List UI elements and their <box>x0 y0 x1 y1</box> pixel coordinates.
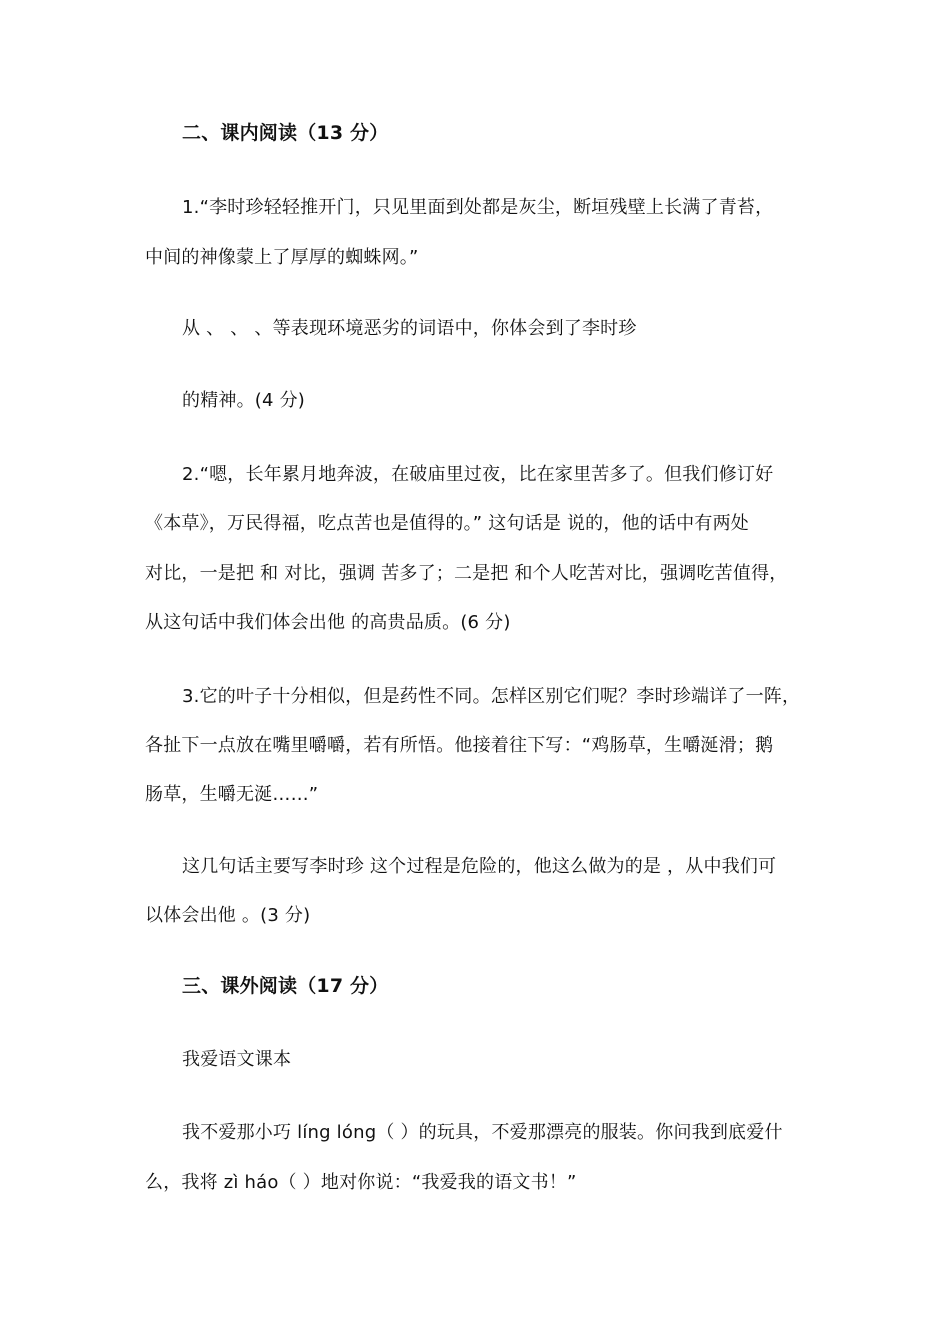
section-2-heading: 二、课内阅读（13 分） <box>182 122 389 144</box>
q2-line-2: 《本草》，万民得福，吃点苦也是值得的。” 这句话是 说的，他的话中有两处 <box>145 513 749 534</box>
q3-line-4: 这几句话主要写李时珍 这个过程是危险的，他这么做为的是 ，从中我们可 <box>182 856 777 877</box>
q1-line-4: 的精神。(4 分) <box>182 390 306 411</box>
q2-line-4: 从这句话中我们体会出他 的高贵品质。(6 分) <box>145 612 511 633</box>
q3-line-2: 各扯下一点放在嘴里嚼嚼，若有所悟。他接着往下写：“鸡肠草，生嚼涎滑；鹅 <box>145 735 774 756</box>
q3-line-1: 3.它的叶子十分相似，但是药性不同。怎样区别它们呢？李时珍端详了一阵， <box>182 686 801 707</box>
q3-line-3: 肠草，生嚼无涎……” <box>145 784 319 805</box>
passage-line-2: 么，我将 zì háo（ ）地对你说：“我爱我的语文书！” <box>145 1172 577 1193</box>
q2-line-3: 对比，一是把 和 对比，强调 苦多了；二是把 和个人吃苦对比，强调吃苦值得， <box>145 563 788 584</box>
q3-line-5: 以体会出他 。(3 分) <box>145 905 311 926</box>
passage-line-1: 我不爱那小巧 líng lóng（ ）的玩具，不爱那漂亮的服装。你问我到底爱什 <box>182 1122 783 1143</box>
q2-line-1: 2.“嗯，长年累月地奔波，在破庙里过夜，比在家里苦多了。但我们修订好 <box>182 464 774 485</box>
q1-line-2: 中间的神像蒙上了厚厚的蜘蛛网。” <box>145 247 419 268</box>
q1-line-1: 1.“李时珍轻轻推开门，只见里面到处都是灰尘，断垣残壁上长满了青苔， <box>182 197 774 218</box>
q1-line-3: 从 、 、 、等表现环境恶劣的词语中，你体会到了李时珍 <box>182 318 637 339</box>
passage-title: 我爱语文课本 <box>182 1049 292 1070</box>
section-3-heading: 三、课外阅读（17 分） <box>182 975 389 997</box>
